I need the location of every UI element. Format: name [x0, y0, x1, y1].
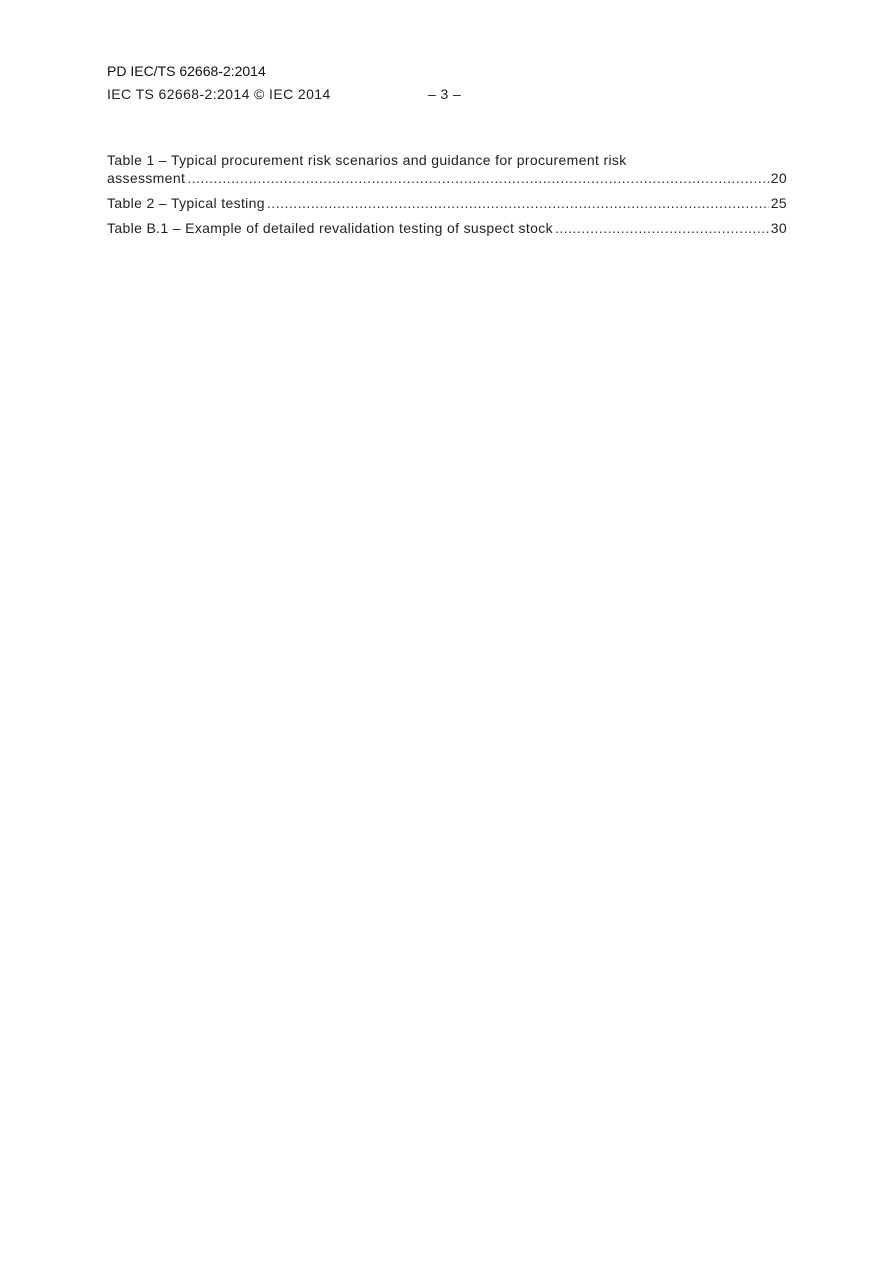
toc-dot-leader — [555, 219, 769, 237]
toc-entry-line — [107, 219, 787, 237]
document-id: PD IEC/TS 62668-2:2014 — [107, 63, 266, 79]
toc-entry-table-1[interactable] — [107, 152, 787, 187]
toc-entry-title: Table 1 – Typical procurement risk scenarios and guidance for procurement risk — [107, 152, 627, 168]
standard-reference: IEC TS 62668-2:2014 © IEC 2014 — [107, 86, 331, 102]
toc-dot-leader — [187, 169, 769, 187]
toc-entry-title: Table 2 – Typical testing — [107, 195, 265, 211]
toc-dot-leader — [267, 194, 769, 212]
toc-entry-table-b1[interactable] — [107, 219, 787, 237]
toc-entry-title: Table B.1 – Example of detailed revalidation testing of suspect stock — [107, 220, 553, 236]
toc-page-number: 30 — [770, 220, 787, 236]
toc-page-number: 25 — [770, 195, 787, 211]
toc-entry-title-continuation: assessment — [107, 170, 186, 186]
toc-entry-line — [107, 169, 787, 187]
list-of-tables — [107, 152, 787, 244]
page-number: – 3 – — [428, 86, 462, 102]
toc-entry-table-2[interactable] — [107, 194, 787, 212]
toc-entry-line — [107, 194, 787, 212]
toc-page-number: 20 — [770, 170, 787, 186]
